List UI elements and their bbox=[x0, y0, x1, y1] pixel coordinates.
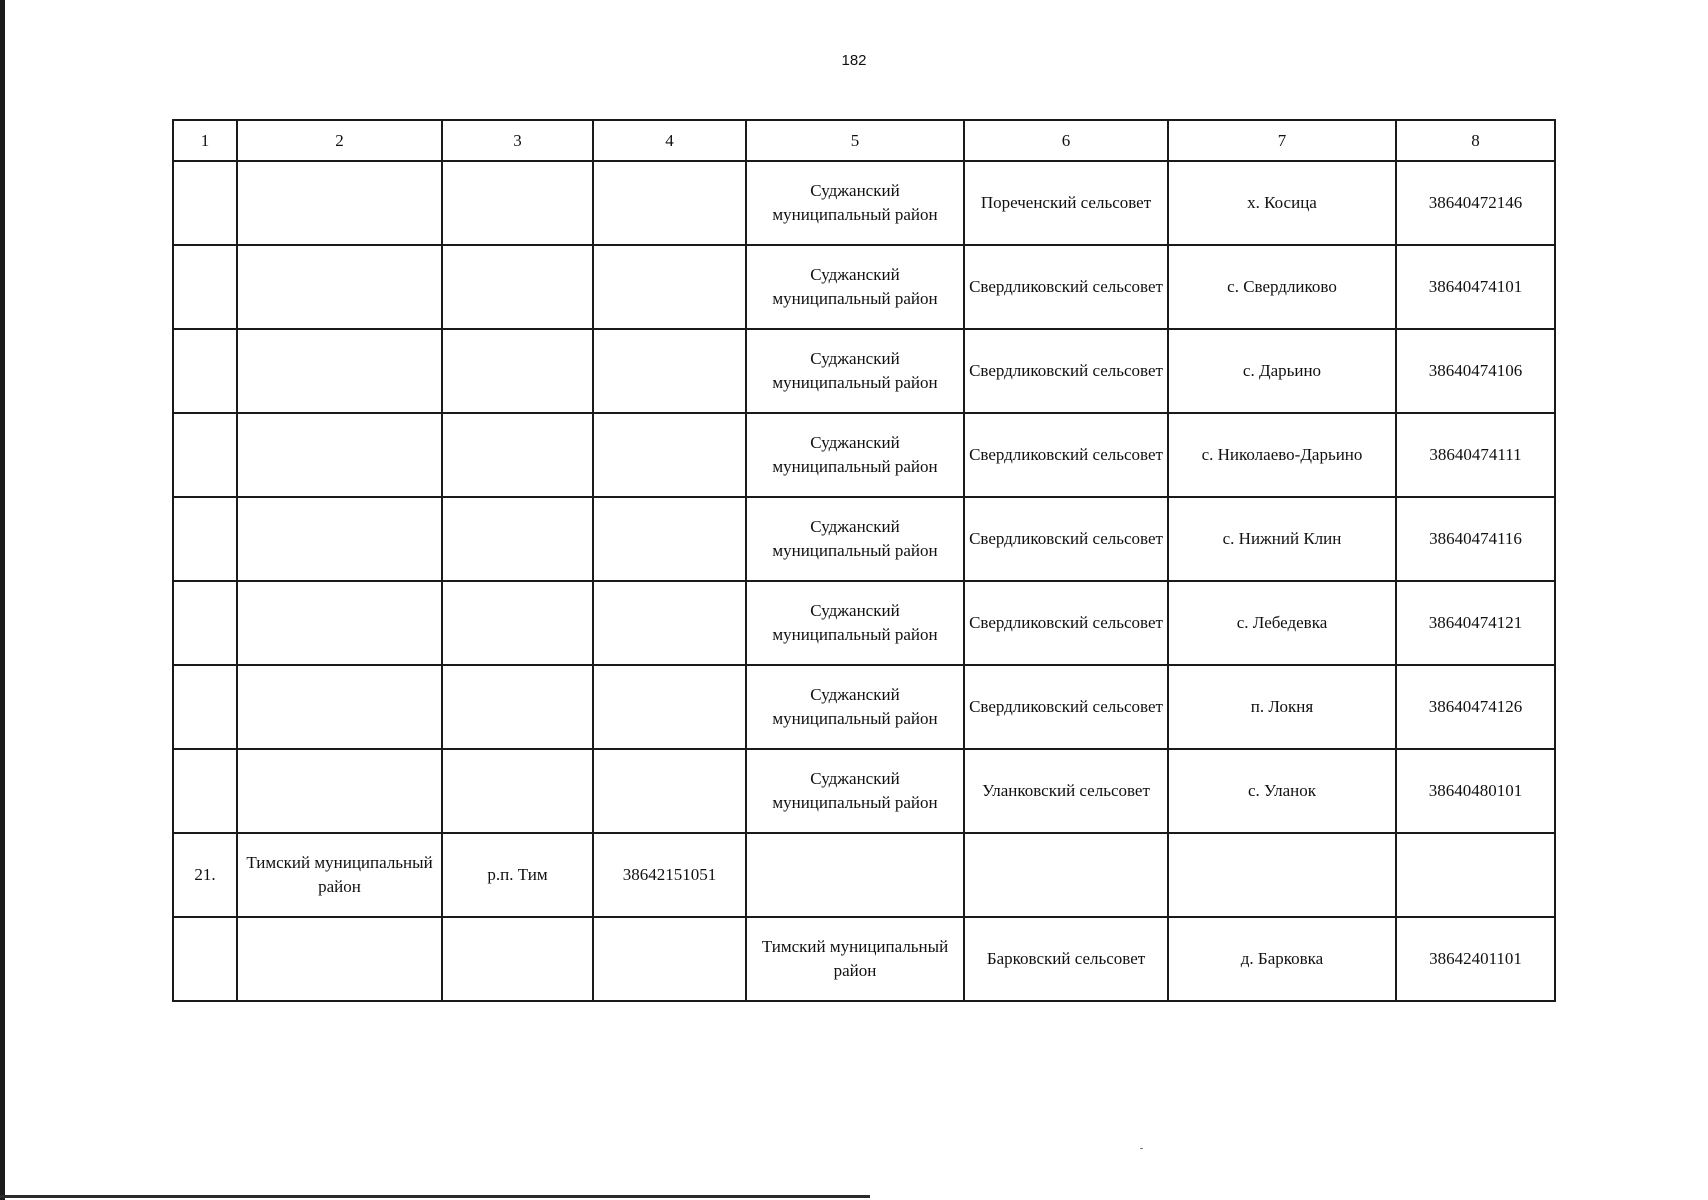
cell-settlement: с. Дарьино bbox=[1168, 329, 1396, 413]
table-row bbox=[173, 497, 1555, 581]
cell-code: 38640472146 bbox=[1396, 161, 1555, 245]
scan-bottom-border bbox=[0, 1195, 870, 1198]
header-row bbox=[173, 120, 1555, 161]
cell-center-code bbox=[593, 329, 746, 413]
table-row bbox=[173, 413, 1555, 497]
cell-center-code bbox=[593, 581, 746, 665]
header-cell-6: 6 bbox=[964, 120, 1168, 161]
cell-municipal-district: Суджанский муниципальный район bbox=[746, 245, 964, 329]
cell-number bbox=[173, 161, 237, 245]
cell-center-code bbox=[593, 413, 746, 497]
cell-municipal-district: Суджанский муниципальный район bbox=[746, 161, 964, 245]
header-cell-1: 1 bbox=[173, 120, 237, 161]
header-cell-3: 3 bbox=[442, 120, 593, 161]
cell-number bbox=[173, 917, 237, 1001]
cell-district bbox=[237, 917, 442, 1001]
cell-municipal-district: Суджанский муниципальный район bbox=[746, 749, 964, 833]
cell-number bbox=[173, 497, 237, 581]
table-row bbox=[173, 245, 1555, 329]
cell-center-code bbox=[593, 161, 746, 245]
settlements-table bbox=[172, 119, 1556, 1002]
cell-district bbox=[237, 665, 442, 749]
cell-municipal-district: Суджанский муниципальный район bbox=[746, 329, 964, 413]
cell-council: Барковский сельсовет bbox=[964, 917, 1168, 1001]
cell-center-code bbox=[593, 749, 746, 833]
cell-code: 38642401101 bbox=[1396, 917, 1555, 1001]
scan-left-border bbox=[0, 0, 5, 1200]
cell-number bbox=[173, 413, 237, 497]
cell-center-code bbox=[593, 245, 746, 329]
cell-settlement: п. Локня bbox=[1168, 665, 1396, 749]
header-cell-4: 4 bbox=[593, 120, 746, 161]
cell-settlement: х. Косица bbox=[1168, 161, 1396, 245]
cell-council: Свердликовский сельсовет bbox=[964, 581, 1168, 665]
scan-speck bbox=[1140, 1148, 1143, 1149]
cell-council bbox=[964, 833, 1168, 917]
cell-settlement: д. Барковка bbox=[1168, 917, 1396, 1001]
cell-council: Свердликовский сельсовет bbox=[964, 413, 1168, 497]
cell-center bbox=[442, 497, 593, 581]
cell-council: Уланковский сельсовет bbox=[964, 749, 1168, 833]
cell-center-code bbox=[593, 497, 746, 581]
cell-municipal-district: Суджанский муниципальный район bbox=[746, 581, 964, 665]
cell-center bbox=[442, 665, 593, 749]
cell-municipal-district: Тимский муниципальный район bbox=[746, 917, 964, 1001]
cell-code: 38640474116 bbox=[1396, 497, 1555, 581]
table-row bbox=[173, 161, 1555, 245]
cell-settlement: с. Нижний Клин bbox=[1168, 497, 1396, 581]
table-row bbox=[173, 665, 1555, 749]
cell-number bbox=[173, 665, 237, 749]
cell-center bbox=[442, 329, 593, 413]
cell-district bbox=[237, 497, 442, 581]
cell-council: Свердликовский сельсовет bbox=[964, 329, 1168, 413]
cell-center bbox=[442, 749, 593, 833]
cell-district bbox=[237, 161, 442, 245]
header-cell-7: 7 bbox=[1168, 120, 1396, 161]
table-row bbox=[173, 581, 1555, 665]
cell-municipal-district: Суджанский муниципальный район bbox=[746, 665, 964, 749]
cell-municipal-district: Суджанский муниципальный район bbox=[746, 497, 964, 581]
cell-code bbox=[1396, 833, 1555, 917]
cell-municipal-district: Суджанский муниципальный район bbox=[746, 413, 964, 497]
cell-code: 38640474126 bbox=[1396, 665, 1555, 749]
cell-number bbox=[173, 329, 237, 413]
cell-center-code bbox=[593, 665, 746, 749]
cell-council: Свердликовский сельсовет bbox=[964, 245, 1168, 329]
page-number: 182 bbox=[841, 52, 867, 69]
cell-center bbox=[442, 245, 593, 329]
cell-district: Тимский муниципальный район bbox=[237, 833, 442, 917]
cell-code: 38640474111 bbox=[1396, 413, 1555, 497]
cell-center: р.п. Тим bbox=[442, 833, 593, 917]
table-row bbox=[173, 833, 1555, 917]
cell-district bbox=[237, 413, 442, 497]
cell-code: 38640474106 bbox=[1396, 329, 1555, 413]
cell-district bbox=[237, 581, 442, 665]
cell-district bbox=[237, 245, 442, 329]
cell-council: Свердликовский сельсовет bbox=[964, 665, 1168, 749]
cell-settlement: с. Николаево-Дарьино bbox=[1168, 413, 1396, 497]
cell-center-code bbox=[593, 917, 746, 1001]
cell-center bbox=[442, 917, 593, 1001]
table-row bbox=[173, 749, 1555, 833]
table-row bbox=[173, 917, 1555, 1001]
cell-center bbox=[442, 413, 593, 497]
cell-number bbox=[173, 749, 237, 833]
cell-code: 38640474101 bbox=[1396, 245, 1555, 329]
cell-settlement: с. Лебедевка bbox=[1168, 581, 1396, 665]
cell-code: 38640474121 bbox=[1396, 581, 1555, 665]
cell-number: 21. bbox=[173, 833, 237, 917]
header-cell-5: 5 bbox=[746, 120, 964, 161]
table-row bbox=[173, 329, 1555, 413]
cell-code: 38640480101 bbox=[1396, 749, 1555, 833]
header-cell-8: 8 bbox=[1396, 120, 1555, 161]
cell-settlement bbox=[1168, 833, 1396, 917]
cell-council: Пореченский сельсовет bbox=[964, 161, 1168, 245]
cell-district bbox=[237, 749, 442, 833]
cell-number bbox=[173, 245, 237, 329]
cell-settlement: с. Уланок bbox=[1168, 749, 1396, 833]
cell-municipal-district bbox=[746, 833, 964, 917]
header-cell-2: 2 bbox=[237, 120, 442, 161]
cell-council: Свердликовский сельсовет bbox=[964, 497, 1168, 581]
cell-center bbox=[442, 581, 593, 665]
cell-center bbox=[442, 161, 593, 245]
cell-center-code: 38642151051 bbox=[593, 833, 746, 917]
cell-number bbox=[173, 581, 237, 665]
cell-settlement: с. Свердликово bbox=[1168, 245, 1396, 329]
cell-district bbox=[237, 329, 442, 413]
